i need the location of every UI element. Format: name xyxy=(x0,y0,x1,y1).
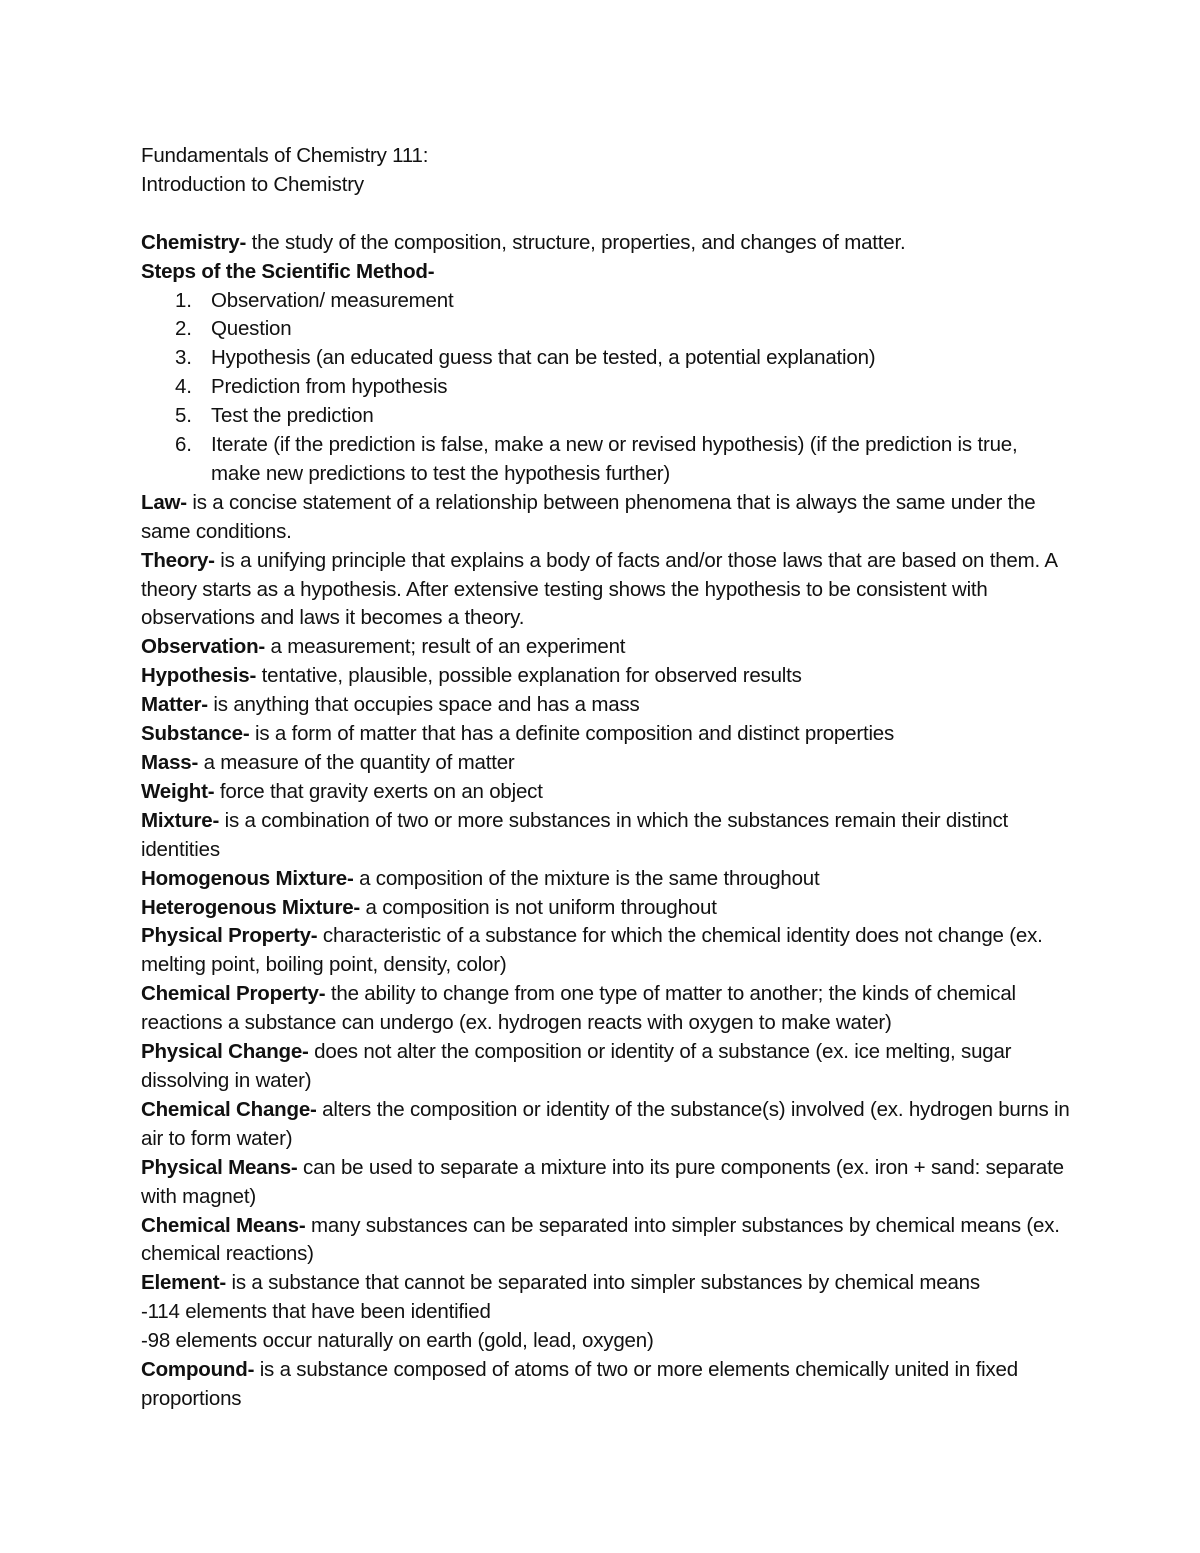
definition-hypothesis xyxy=(141,662,1071,691)
definition-text: the ability to change from one type of matter to another; the kinds of chemical reactions a substance can undergo (ex. hydrogen reacts with oxygen to make water) xyxy=(141,982,1016,1035)
definition-term: Law- xyxy=(141,490,187,514)
definition-compound xyxy=(141,1356,1071,1414)
definition-text: the study of the composition, structure, properties, and changes of matter. xyxy=(246,230,906,254)
definition-text: can be used to separate a mixture into its pure components (ex. iron + sand: separate with magnet) xyxy=(141,1155,1064,1208)
definition-text: force that gravity exerts on an object xyxy=(214,779,543,803)
definition-text: characteristic of a substance for which the chemical identity does not change (ex. melting point, boiling point, density, color) xyxy=(141,924,1043,977)
definition-term: Compound- xyxy=(141,1358,255,1382)
step-number: 5. xyxy=(175,404,192,428)
element-note: -114 elements that have been identified xyxy=(141,1300,491,1324)
step-item xyxy=(141,344,1071,373)
definition-term: Mixture- xyxy=(141,808,220,832)
definition-observation xyxy=(141,633,1071,662)
definition-term: Weight- xyxy=(141,779,215,803)
step-text: Test the prediction xyxy=(211,404,374,428)
definition-term: Physical Property- xyxy=(141,924,318,948)
definition-element xyxy=(141,1269,1071,1298)
step-number: 4. xyxy=(175,375,192,399)
step-number: 1. xyxy=(175,288,192,312)
definition-text: many substances can be separated into simpler substances by chemical means (ex. chemical reactions) xyxy=(141,1213,1060,1266)
definition-chemical-change xyxy=(141,1096,1071,1154)
definition-text: is a substance composed of atoms of two or more elements chemically united in fixed proportions xyxy=(141,1358,1018,1410)
definition-term: Physical Means- xyxy=(141,1155,298,1179)
definition-term: Chemical Means- xyxy=(141,1213,306,1237)
element-note: -98 elements occur naturally on earth (gold, lead, oxygen) xyxy=(141,1329,654,1353)
definition-text: is anything that occupies space and has a mass xyxy=(207,693,640,717)
definition-theory xyxy=(141,547,1071,634)
definition-heterogenous-mixture xyxy=(141,894,1071,923)
step-text: Prediction from hypothesis xyxy=(211,375,448,399)
definition-term: Chemical Change- xyxy=(141,1097,317,1121)
definition-term: Matter- xyxy=(141,693,208,717)
definition-weight xyxy=(141,778,1071,807)
definition-chemistry xyxy=(141,229,1071,258)
definition-matter xyxy=(141,691,1071,720)
definition-text: is a unifying principle that explains a body of facts and/or those laws that are based on them. A theory starts as a hypothesis. After extensive testing shows the hypothesis to be consistent with observations and laws it becomes a theory. xyxy=(141,548,1057,630)
definition-term: Element- xyxy=(141,1271,226,1295)
definition-term: Theory- xyxy=(141,548,215,572)
definition-text: alters the composition or identity of the substance(s) involved (ex. hydrogen burns in air to form water) xyxy=(141,1097,1070,1150)
definition-term: Chemistry- xyxy=(141,230,247,254)
scientific-method-steps xyxy=(141,287,1071,489)
definition-chemical-means xyxy=(141,1212,1071,1270)
step-number: 6. xyxy=(175,433,192,457)
definition-text: is a substance that cannot be separated into simpler substances by chemical means xyxy=(225,1271,980,1295)
course-title: Fundamentals of Chemistry 111: xyxy=(141,144,429,167)
definition-text: a composition is not uniform throughout xyxy=(360,895,717,919)
definition-law xyxy=(141,489,1071,547)
document-page xyxy=(141,142,1071,1414)
definition-text: does not alter the composition or identity of a substance (ex. ice melting, sugar dissolving in water) xyxy=(141,1040,1012,1092)
step-item xyxy=(141,402,1071,431)
step-text: Hypothesis (an educated guess that can be tested, a potential explanation) xyxy=(211,346,876,370)
definition-term: Observation- xyxy=(141,635,266,659)
definition-mixture xyxy=(141,807,1071,865)
definition-homogenous-mixture xyxy=(141,865,1071,894)
scientific-method-heading: Steps of the Scientific Method- xyxy=(141,259,435,283)
step-text: Observation/ measurement xyxy=(211,288,454,312)
definition-term: Mass- xyxy=(141,751,199,775)
step-text: Iterate (if the prediction is false, make a new or revised hypothesis) (if the prediction is true, make new predictions to test the hypothesis further) xyxy=(211,433,1018,485)
definition-term: Substance- xyxy=(141,722,250,746)
blank-line xyxy=(141,200,1071,229)
definition-text: a composition of the mixture is the same throughout xyxy=(353,866,820,890)
step-item xyxy=(141,287,1071,316)
step-item xyxy=(141,315,1071,344)
definition-text: a measure of the quantity of matter xyxy=(198,751,515,775)
definition-term: Heterogenous Mixture- xyxy=(141,895,361,919)
step-item xyxy=(141,373,1071,402)
definition-text: a measurement; result of an experiment xyxy=(265,635,626,659)
definition-text: is a combination of two or more substances in which the substances remain their distinct identities xyxy=(141,808,1009,861)
definition-text: tentative, plausible, possible explanation for observed results xyxy=(256,664,802,688)
definition-term: Hypothesis- xyxy=(141,664,257,688)
section-title: Introduction to Chemistry xyxy=(141,172,364,196)
step-number: 3. xyxy=(175,346,192,370)
definition-physical-means xyxy=(141,1154,1071,1212)
definition-term: Homogenous Mixture- xyxy=(141,866,354,890)
definition-term: Physical Change- xyxy=(141,1040,309,1064)
step-number: 2. xyxy=(175,317,192,341)
definition-text: is a form of matter that has a definite composition and distinct properties xyxy=(249,722,895,746)
definition-substance xyxy=(141,720,1071,749)
definition-physical-property xyxy=(141,922,1071,980)
definition-mass xyxy=(141,749,1071,778)
definition-text: is a concise statement of a relationship between phenomena that is always the same under the same conditions. xyxy=(141,490,1036,543)
step-item xyxy=(141,431,1071,489)
definition-physical-change xyxy=(141,1038,1071,1096)
step-text: Question xyxy=(211,317,292,341)
definition-chemical-property xyxy=(141,980,1071,1038)
definition-term: Chemical Property- xyxy=(141,982,326,1006)
